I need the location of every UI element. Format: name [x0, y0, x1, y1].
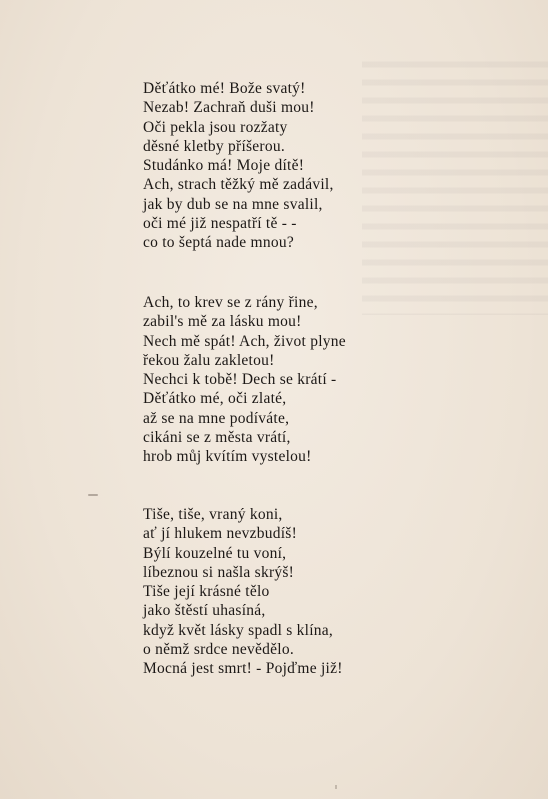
poem-line: Mocná jest smrt! - Pojďme již!: [143, 660, 343, 678]
poem-line: až se na mne podíváte,: [143, 409, 290, 427]
poem-line: Ach, strach těžký mě zadávil,: [143, 176, 334, 194]
poem-line: Tiše, tiše, vraný koni,: [143, 506, 283, 523]
poem-line: Nezab! Zachraň duši mou!: [143, 99, 315, 117]
paper-speck: [88, 494, 98, 496]
stanza-1: [143, 79, 334, 253]
stanza-2: [143, 293, 346, 467]
poem-line: Oči pekla jsou rozžaty: [143, 118, 288, 136]
poem-line: zabil's mě za lásku mou!: [143, 313, 302, 331]
poem-line: oči mé již nespatří tě - -: [143, 215, 297, 233]
poem-line: líbeznou si našla skrýš!: [143, 563, 295, 581]
poem-line: ať jí hlukem nevzbudíš!: [143, 525, 297, 543]
poem-line: řekou žalu zakletou!: [143, 351, 275, 369]
poem-line: Děťátko mé! Bože svatý!: [143, 80, 306, 97]
poem-line: cikáni se z města vrátí,: [143, 429, 291, 447]
poem-line: Nech mě spát! Ach, život plyne: [143, 332, 346, 350]
poem-line: o němž srdce nevědělo.: [143, 641, 294, 659]
poem-line: když květ lásky spadl s klína,: [143, 621, 334, 639]
poem-line: Nechci k tobě! Dech se krátí -: [143, 371, 337, 389]
poem-line: jak by dub se na mne svalil,: [143, 195, 323, 213]
show-through-bleed: [362, 55, 548, 315]
poem-line: Studánko má! Moje dítě!: [143, 157, 305, 175]
poem-line: hrob můj kvítím vystelou!: [143, 448, 312, 466]
poem-line: co to šeptá nade mnou?: [143, 234, 294, 252]
poem-line: děsné kletby příšerou.: [143, 137, 285, 155]
poem-line: jako štěstí uhasíná,: [143, 602, 266, 620]
paper-speck: [335, 785, 337, 789]
poem-line: Býlí kouzelné tu voní,: [143, 544, 287, 562]
poem-line: Ach, to krev se z rány řine,: [143, 294, 318, 311]
stanza-3: [143, 505, 343, 679]
poem-line: Tiše její krásné tělo: [143, 583, 270, 601]
poem-line: Děťátko mé, oči zlaté,: [143, 390, 287, 408]
